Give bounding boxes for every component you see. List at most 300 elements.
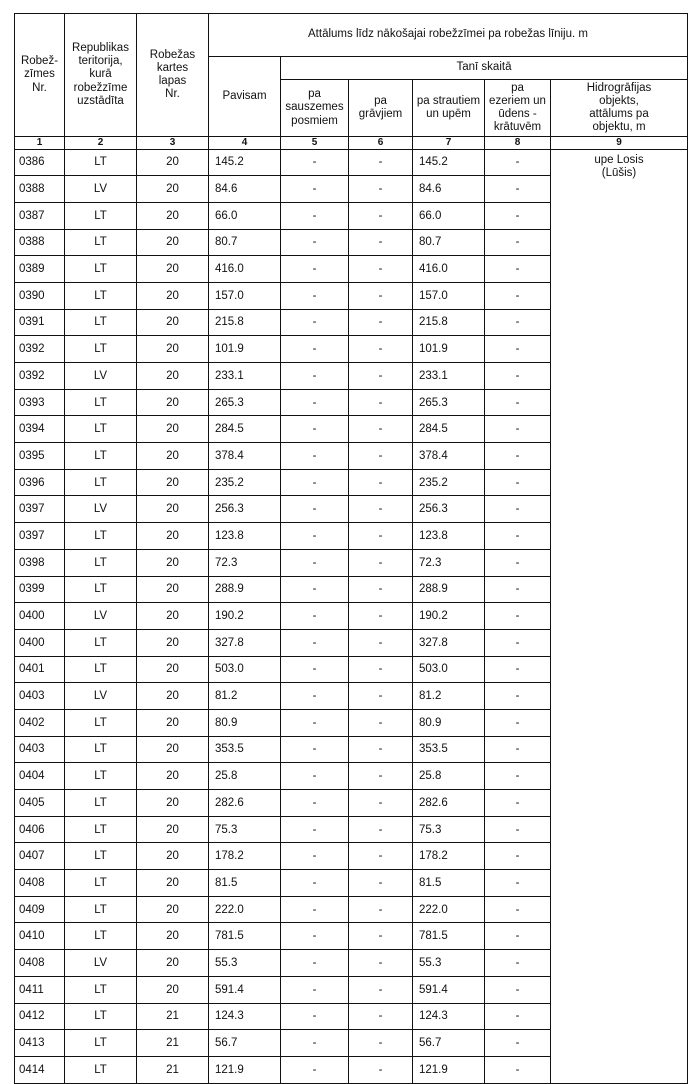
marker-number-cell: 0396 — [15, 469, 65, 496]
map-sheet-cell: 21 — [137, 1003, 209, 1030]
land-distance-cell: - — [281, 443, 349, 470]
ditch-distance-cell: - — [349, 336, 413, 363]
lake-distance-cell: - — [485, 256, 551, 283]
header-republic-territory: Republikas teritorija, kurā robežzīme uzstādīta — [65, 14, 137, 137]
marker-number-cell: 0402 — [15, 709, 65, 736]
stream-distance-cell: 81.5 — [413, 870, 485, 897]
territory-cell: LT — [65, 1003, 137, 1030]
total-distance-cell: 591.4 — [209, 976, 281, 1003]
lake-distance-cell: - — [485, 923, 551, 950]
map-sheet-cell: 20 — [137, 256, 209, 283]
map-sheet-cell: 20 — [137, 843, 209, 870]
stream-distance-cell: 101.9 — [413, 336, 485, 363]
ditch-distance-cell: - — [349, 149, 413, 176]
marker-number-cell: 0399 — [15, 576, 65, 603]
marker-number-cell: 0414 — [15, 1056, 65, 1083]
total-distance-cell: 123.8 — [209, 523, 281, 550]
lake-distance-cell: - — [485, 896, 551, 923]
territory-cell: LT — [65, 256, 137, 283]
territory-cell: LT — [65, 709, 137, 736]
territory-cell: LV — [65, 683, 137, 710]
land-distance-cell: - — [281, 523, 349, 550]
ditch-distance-cell: - — [349, 1003, 413, 1030]
header-hydrographic-object: Hidrogrāfijas objekts, attālums pa objektu, m — [551, 80, 688, 137]
map-sheet-cell: 20 — [137, 896, 209, 923]
stream-distance-cell: 284.5 — [413, 416, 485, 443]
marker-number-cell: 0404 — [15, 763, 65, 790]
territory-cell: LT — [65, 736, 137, 763]
stream-distance-cell: 282.6 — [413, 790, 485, 817]
stream-distance-cell: 591.4 — [413, 976, 485, 1003]
column-number: 9 — [551, 137, 688, 150]
header-distance-group: Attālums līdz nākošajai robežzīmei pa robežas līniju. m — [209, 14, 688, 57]
lake-distance-cell: - — [485, 496, 551, 523]
territory-cell: LT — [65, 469, 137, 496]
map-sheet-cell: 20 — [137, 683, 209, 710]
ditch-distance-cell: - — [349, 629, 413, 656]
ditch-distance-cell: - — [349, 309, 413, 336]
ditch-distance-cell: - — [349, 256, 413, 283]
marker-number-cell: 0400 — [15, 629, 65, 656]
lake-distance-cell: - — [485, 176, 551, 203]
header-total: Pavisam — [209, 57, 281, 137]
total-distance-cell: 781.5 — [209, 923, 281, 950]
marker-number-cell: 0389 — [15, 256, 65, 283]
land-distance-cell: - — [281, 870, 349, 897]
land-distance-cell: - — [281, 549, 349, 576]
ditch-distance-cell: - — [349, 363, 413, 390]
map-sheet-cell: 20 — [137, 656, 209, 683]
territory-cell: LV — [65, 176, 137, 203]
stream-distance-cell: 178.2 — [413, 843, 485, 870]
total-distance-cell: 66.0 — [209, 202, 281, 229]
ditch-distance-cell: - — [349, 709, 413, 736]
hydrographic-object-cell — [551, 149, 688, 1083]
land-distance-cell: - — [281, 363, 349, 390]
total-distance-cell: 121.9 — [209, 1056, 281, 1083]
map-sheet-cell: 20 — [137, 816, 209, 843]
header-map-sheet-number: Robežas kartes lapas Nr. — [137, 14, 209, 137]
map-sheet-cell: 20 — [137, 229, 209, 256]
total-distance-cell: 80.9 — [209, 709, 281, 736]
total-distance-cell: 378.4 — [209, 443, 281, 470]
stream-distance-cell: 416.0 — [413, 256, 485, 283]
lake-distance-cell: - — [485, 950, 551, 977]
marker-number-cell: 0388 — [15, 176, 65, 203]
map-sheet-cell: 20 — [137, 950, 209, 977]
total-distance-cell: 75.3 — [209, 816, 281, 843]
stream-distance-cell: 288.9 — [413, 576, 485, 603]
territory-cell: LT — [65, 202, 137, 229]
land-distance-cell: - — [281, 656, 349, 683]
lake-distance-cell: - — [485, 976, 551, 1003]
marker-number-cell: 0413 — [15, 1030, 65, 1057]
ditch-distance-cell: - — [349, 1030, 413, 1057]
land-distance-cell: - — [281, 896, 349, 923]
territory-cell: LV — [65, 603, 137, 630]
map-sheet-cell: 20 — [137, 976, 209, 1003]
ditch-distance-cell: - — [349, 843, 413, 870]
ditch-distance-cell: - — [349, 496, 413, 523]
total-distance-cell: 282.6 — [209, 790, 281, 817]
land-distance-cell: - — [281, 469, 349, 496]
territory-cell: LT — [65, 443, 137, 470]
territory-cell: LV — [65, 950, 137, 977]
map-sheet-cell: 20 — [137, 496, 209, 523]
hydro-note-text: upe Losis (Lūšis) — [594, 153, 644, 179]
map-sheet-cell: 20 — [137, 282, 209, 309]
territory-cell: LT — [65, 816, 137, 843]
land-distance-cell: - — [281, 629, 349, 656]
map-sheet-cell: 21 — [137, 1056, 209, 1083]
ditch-distance-cell: - — [349, 202, 413, 229]
total-distance-cell: 256.3 — [209, 496, 281, 523]
land-distance-cell: - — [281, 763, 349, 790]
ditch-distance-cell: - — [349, 229, 413, 256]
total-distance-cell: 288.9 — [209, 576, 281, 603]
total-distance-cell: 72.3 — [209, 549, 281, 576]
land-distance-cell: - — [281, 389, 349, 416]
map-sheet-cell: 20 — [137, 629, 209, 656]
table-row — [15, 149, 688, 176]
ditch-distance-cell: - — [349, 656, 413, 683]
stream-distance-cell: 145.2 — [413, 149, 485, 176]
lake-distance-cell: - — [485, 523, 551, 550]
territory-cell: LT — [65, 896, 137, 923]
total-distance-cell: 284.5 — [209, 416, 281, 443]
marker-number-cell: 0386 — [15, 149, 65, 176]
marker-number-cell: 0408 — [15, 950, 65, 977]
marker-number-cell: 0387 — [15, 202, 65, 229]
marker-number-cell: 0397 — [15, 523, 65, 550]
marker-number-cell: 0392 — [15, 363, 65, 390]
land-distance-cell: - — [281, 1056, 349, 1083]
lake-distance-cell: - — [485, 282, 551, 309]
land-distance-cell: - — [281, 843, 349, 870]
map-sheet-cell: 20 — [137, 149, 209, 176]
stream-distance-cell: 503.0 — [413, 656, 485, 683]
marker-number-cell: 0407 — [15, 843, 65, 870]
land-distance-cell: - — [281, 603, 349, 630]
land-distance-cell: - — [281, 976, 349, 1003]
stream-distance-cell: 378.4 — [413, 443, 485, 470]
ditch-distance-cell: - — [349, 816, 413, 843]
marker-number-cell: 0393 — [15, 389, 65, 416]
lake-distance-cell: - — [485, 363, 551, 390]
header-lakes-reservoirs: pa ezeriem un ūdens - krātuvēm — [485, 80, 551, 137]
total-distance-cell: 190.2 — [209, 603, 281, 630]
territory-cell: LT — [65, 790, 137, 817]
column-number: 8 — [485, 137, 551, 150]
ditch-distance-cell: - — [349, 523, 413, 550]
header-marker-number: Robež- zīmes Nr. — [15, 14, 65, 137]
stream-distance-cell: 233.1 — [413, 363, 485, 390]
stream-distance-cell: 157.0 — [413, 282, 485, 309]
stream-distance-cell: 256.3 — [413, 496, 485, 523]
ditch-distance-cell: - — [349, 763, 413, 790]
territory-cell: LT — [65, 870, 137, 897]
lake-distance-cell: - — [485, 736, 551, 763]
stream-distance-cell: 123.8 — [413, 523, 485, 550]
territory-cell: LV — [65, 496, 137, 523]
marker-number-cell: 0405 — [15, 790, 65, 817]
stream-distance-cell: 84.6 — [413, 176, 485, 203]
map-sheet-cell: 20 — [137, 443, 209, 470]
map-sheet-cell: 20 — [137, 576, 209, 603]
total-distance-cell: 327.8 — [209, 629, 281, 656]
lake-distance-cell: - — [485, 790, 551, 817]
marker-number-cell: 0403 — [15, 683, 65, 710]
marker-number-cell: 0391 — [15, 309, 65, 336]
stream-distance-cell: 75.3 — [413, 816, 485, 843]
total-distance-cell: 81.5 — [209, 870, 281, 897]
ditch-distance-cell: - — [349, 976, 413, 1003]
total-distance-cell: 101.9 — [209, 336, 281, 363]
territory-cell: LT — [65, 336, 137, 363]
marker-number-cell: 0403 — [15, 736, 65, 763]
stream-distance-cell: 265.3 — [413, 389, 485, 416]
boundary-distance-table — [14, 13, 688, 1084]
territory-cell: LT — [65, 389, 137, 416]
stream-distance-cell: 222.0 — [413, 896, 485, 923]
territory-cell: LT — [65, 763, 137, 790]
marker-number-cell: 0406 — [15, 816, 65, 843]
column-number: 7 — [413, 137, 485, 150]
land-distance-cell: - — [281, 1003, 349, 1030]
ditch-distance-cell: - — [349, 282, 413, 309]
land-distance-cell: - — [281, 816, 349, 843]
lake-distance-cell: - — [485, 870, 551, 897]
stream-distance-cell: 66.0 — [413, 202, 485, 229]
land-distance-cell: - — [281, 923, 349, 950]
map-sheet-cell: 20 — [137, 709, 209, 736]
marker-number-cell: 0410 — [15, 923, 65, 950]
map-sheet-cell: 20 — [137, 736, 209, 763]
stream-distance-cell: 190.2 — [413, 603, 485, 630]
stream-distance-cell: 80.7 — [413, 229, 485, 256]
stream-distance-cell: 121.9 — [413, 1056, 485, 1083]
territory-cell: LT — [65, 1056, 137, 1083]
table-body — [15, 149, 688, 1083]
lake-distance-cell: - — [485, 709, 551, 736]
stream-distance-cell: 80.9 — [413, 709, 485, 736]
lake-distance-cell: - — [485, 763, 551, 790]
header-of-which: Tanī skaitā — [281, 57, 688, 80]
total-distance-cell: 80.7 — [209, 229, 281, 256]
lake-distance-cell: - — [485, 683, 551, 710]
lake-distance-cell: - — [485, 149, 551, 176]
total-distance-cell: 235.2 — [209, 469, 281, 496]
column-number: 1 — [15, 137, 65, 150]
column-number-row — [15, 137, 688, 150]
column-number: 3 — [137, 137, 209, 150]
land-distance-cell: - — [281, 576, 349, 603]
lake-distance-cell: - — [485, 1056, 551, 1083]
land-distance-cell: - — [281, 256, 349, 283]
map-sheet-cell: 20 — [137, 870, 209, 897]
stream-distance-cell: 55.3 — [413, 950, 485, 977]
land-distance-cell: - — [281, 736, 349, 763]
marker-number-cell: 0412 — [15, 1003, 65, 1030]
total-distance-cell: 145.2 — [209, 149, 281, 176]
map-sheet-cell: 20 — [137, 363, 209, 390]
land-distance-cell: - — [281, 336, 349, 363]
total-distance-cell: 124.3 — [209, 1003, 281, 1030]
total-distance-cell: 222.0 — [209, 896, 281, 923]
territory-cell: LT — [65, 923, 137, 950]
total-distance-cell: 55.3 — [209, 950, 281, 977]
lake-distance-cell: - — [485, 816, 551, 843]
lake-distance-cell: - — [485, 469, 551, 496]
total-distance-cell: 265.3 — [209, 389, 281, 416]
header-ditches: pa grāvjiem — [349, 80, 413, 137]
ditch-distance-cell: - — [349, 416, 413, 443]
total-distance-cell: 157.0 — [209, 282, 281, 309]
ditch-distance-cell: - — [349, 1056, 413, 1083]
land-distance-cell: - — [281, 149, 349, 176]
stream-distance-cell: 353.5 — [413, 736, 485, 763]
total-distance-cell: 503.0 — [209, 656, 281, 683]
stream-distance-cell: 25.8 — [413, 763, 485, 790]
territory-cell: LT — [65, 229, 137, 256]
total-distance-cell: 215.8 — [209, 309, 281, 336]
territory-cell: LT — [65, 976, 137, 1003]
marker-number-cell: 0388 — [15, 229, 65, 256]
ditch-distance-cell: - — [349, 389, 413, 416]
land-distance-cell: - — [281, 176, 349, 203]
map-sheet-cell: 21 — [137, 1030, 209, 1057]
lake-distance-cell: - — [485, 603, 551, 630]
territory-cell: LT — [65, 843, 137, 870]
land-distance-cell: - — [281, 950, 349, 977]
ditch-distance-cell: - — [349, 683, 413, 710]
territory-cell: LT — [65, 282, 137, 309]
land-distance-cell: - — [281, 416, 349, 443]
territory-cell: LT — [65, 549, 137, 576]
total-distance-cell: 353.5 — [209, 736, 281, 763]
stream-distance-cell: 124.3 — [413, 1003, 485, 1030]
territory-cell: LT — [65, 416, 137, 443]
marker-number-cell: 0392 — [15, 336, 65, 363]
map-sheet-cell: 20 — [137, 416, 209, 443]
map-sheet-cell: 20 — [137, 309, 209, 336]
territory-cell: LT — [65, 629, 137, 656]
land-distance-cell: - — [281, 683, 349, 710]
marker-number-cell: 0400 — [15, 603, 65, 630]
land-distance-cell: - — [281, 282, 349, 309]
total-distance-cell: 84.6 — [209, 176, 281, 203]
stream-distance-cell: 72.3 — [413, 549, 485, 576]
lake-distance-cell: - — [485, 549, 551, 576]
ditch-distance-cell: - — [349, 896, 413, 923]
ditch-distance-cell: - — [349, 736, 413, 763]
map-sheet-cell: 20 — [137, 469, 209, 496]
map-sheet-cell: 20 — [137, 790, 209, 817]
ditch-distance-cell: - — [349, 790, 413, 817]
stream-distance-cell: 81.2 — [413, 683, 485, 710]
lake-distance-cell: - — [485, 202, 551, 229]
territory-cell: LT — [65, 1030, 137, 1057]
land-distance-cell: - — [281, 229, 349, 256]
marker-number-cell: 0409 — [15, 896, 65, 923]
ditch-distance-cell: - — [349, 549, 413, 576]
lake-distance-cell: - — [485, 443, 551, 470]
total-distance-cell: 416.0 — [209, 256, 281, 283]
lake-distance-cell: - — [485, 389, 551, 416]
total-distance-cell: 178.2 — [209, 843, 281, 870]
land-distance-cell: - — [281, 790, 349, 817]
map-sheet-cell: 20 — [137, 763, 209, 790]
lake-distance-cell: - — [485, 1030, 551, 1057]
lake-distance-cell: - — [485, 629, 551, 656]
ditch-distance-cell: - — [349, 443, 413, 470]
map-sheet-cell: 20 — [137, 603, 209, 630]
ditch-distance-cell: - — [349, 176, 413, 203]
lake-distance-cell: - — [485, 656, 551, 683]
map-sheet-cell: 20 — [137, 202, 209, 229]
marker-number-cell: 0401 — [15, 656, 65, 683]
marker-number-cell: 0398 — [15, 549, 65, 576]
territory-cell: LT — [65, 576, 137, 603]
stream-distance-cell: 235.2 — [413, 469, 485, 496]
lake-distance-cell: - — [485, 336, 551, 363]
marker-number-cell: 0411 — [15, 976, 65, 1003]
territory-cell: LT — [65, 309, 137, 336]
total-distance-cell: 233.1 — [209, 363, 281, 390]
column-number: 4 — [209, 137, 281, 150]
ditch-distance-cell: - — [349, 603, 413, 630]
ditch-distance-cell: - — [349, 576, 413, 603]
map-sheet-cell: 20 — [137, 336, 209, 363]
marker-number-cell: 0395 — [15, 443, 65, 470]
marker-number-cell: 0394 — [15, 416, 65, 443]
land-distance-cell: - — [281, 709, 349, 736]
map-sheet-cell: 20 — [137, 523, 209, 550]
land-distance-cell: - — [281, 202, 349, 229]
marker-number-cell: 0397 — [15, 496, 65, 523]
lake-distance-cell: - — [485, 843, 551, 870]
map-sheet-cell: 20 — [137, 389, 209, 416]
column-number: 5 — [281, 137, 349, 150]
total-distance-cell: 56.7 — [209, 1030, 281, 1057]
land-distance-cell: - — [281, 1030, 349, 1057]
territory-cell: LV — [65, 363, 137, 390]
stream-distance-cell: 56.7 — [413, 1030, 485, 1057]
stream-distance-cell: 215.8 — [413, 309, 485, 336]
ditch-distance-cell: - — [349, 469, 413, 496]
ditch-distance-cell: - — [349, 870, 413, 897]
column-number: 6 — [349, 137, 413, 150]
header-land-sections: pa sauszemes posmiem — [281, 80, 349, 137]
total-distance-cell: 25.8 — [209, 763, 281, 790]
land-distance-cell: - — [281, 309, 349, 336]
lake-distance-cell: - — [485, 229, 551, 256]
ditch-distance-cell: - — [349, 950, 413, 977]
territory-cell: LT — [65, 149, 137, 176]
ditch-distance-cell: - — [349, 923, 413, 950]
territory-cell: LT — [65, 523, 137, 550]
column-number: 2 — [65, 137, 137, 150]
stream-distance-cell: 327.8 — [413, 629, 485, 656]
total-distance-cell: 81.2 — [209, 683, 281, 710]
lake-distance-cell: - — [485, 309, 551, 336]
marker-number-cell: 0408 — [15, 870, 65, 897]
header-streams-rivers: pa strautiem un upēm — [413, 80, 485, 137]
territory-cell: LT — [65, 656, 137, 683]
lake-distance-cell: - — [485, 416, 551, 443]
map-sheet-cell: 20 — [137, 923, 209, 950]
land-distance-cell: - — [281, 496, 349, 523]
